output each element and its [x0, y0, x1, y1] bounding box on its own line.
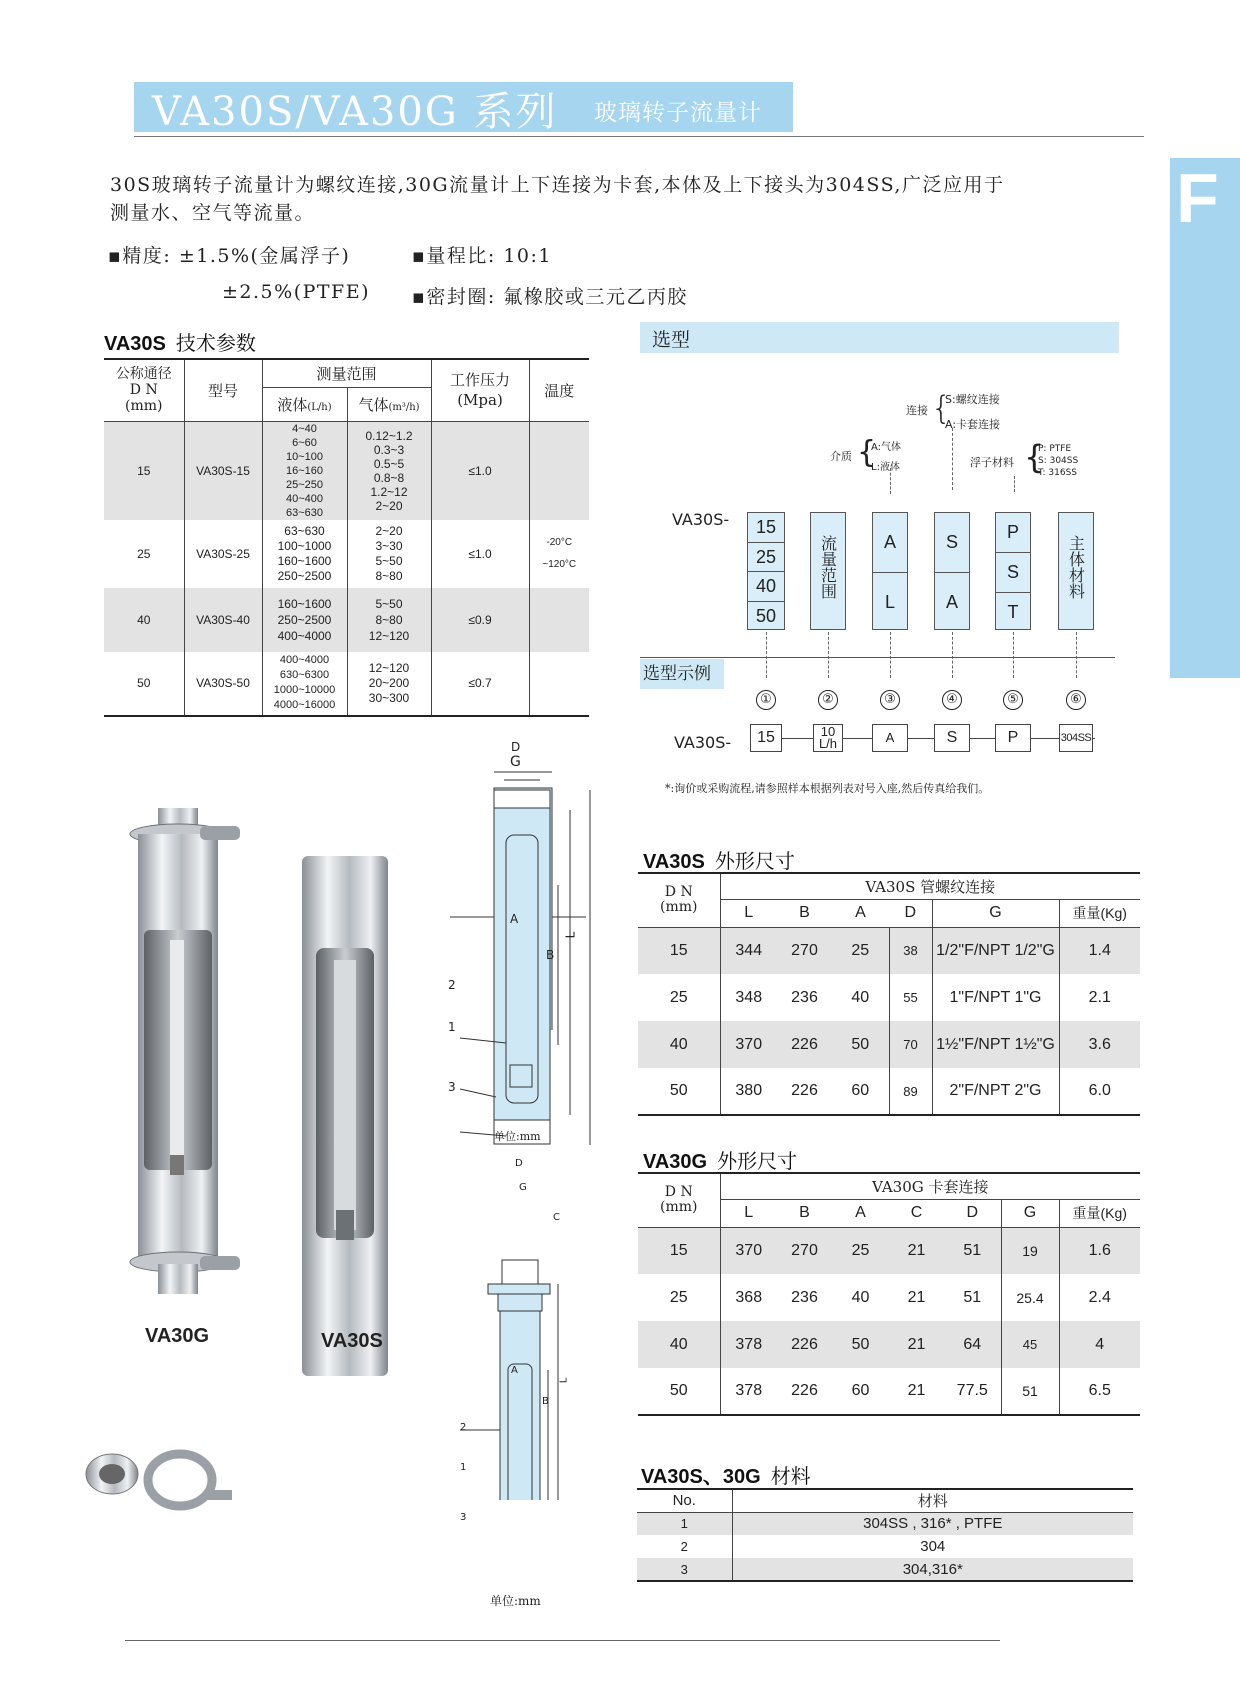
th-pressure: 工作压力 (Mpa): [431, 359, 529, 421]
intro-line-1: 30S玻璃转子流量计为螺纹连接,30G流量计上下连接为卡套,本体及上下接头为304SS,广泛应用于: [110, 174, 1005, 196]
example-prefix: VA30S-: [674, 733, 732, 752]
example-float: P: [995, 724, 1031, 752]
dash-float: [1014, 476, 1015, 492]
dim1-th: B: [799, 904, 810, 921]
circle-3: ③: [880, 690, 900, 710]
material-th-no: No.: [637, 1489, 732, 1512]
dash-6: [1076, 632, 1077, 678]
tech-temp-empty: [529, 421, 589, 520]
dn-cell: 50: [748, 601, 784, 631]
tech-gas: 5~50 8~80 12~120: [347, 588, 431, 652]
example-label: 选型示例: [640, 659, 724, 689]
table-row: 25 348 236 40 55 1"F/NPT 1"G 2.1: [638, 974, 1140, 1021]
dim-c: C: [553, 1212, 560, 1223]
circle-2: ②: [818, 690, 838, 710]
dn-cell: 25: [748, 542, 784, 571]
table-row: 2 304: [637, 1535, 1133, 1558]
conn-cell: A: [935, 572, 969, 631]
tech-dn: 15: [104, 421, 184, 520]
float-label: 浮子材料: [970, 456, 1014, 469]
va30g-photo: [130, 808, 240, 1294]
example-medium: A: [872, 724, 908, 752]
dim-g: G: [510, 754, 521, 770]
tech-temp-empty: [529, 652, 589, 716]
product-label-va30s: VA30S: [321, 1330, 383, 1352]
dash-2: [828, 632, 829, 678]
dim2-th: 重量(Kg): [1072, 1205, 1127, 1221]
circle-4: ④: [942, 690, 962, 710]
tech-row: [104, 421, 589, 520]
medium-brace: {: [857, 435, 877, 470]
table-row: 1 304SS , 316* , PTFE: [637, 1512, 1133, 1535]
body-selector: [1058, 512, 1094, 630]
dim2-th: D: [944, 1199, 1001, 1227]
table-row: 50 380 226 60 89 2"F/NPT 2"G 6.0: [638, 1068, 1140, 1115]
conn-opt-a: A:卡套连接: [945, 418, 1001, 431]
selection-note: *:询价或采购流程,请参照样本根据列表对号入座,然后传真给我们。: [665, 782, 990, 795]
dash-1: [766, 632, 767, 678]
va30s-photo: [302, 856, 388, 1376]
th-model: 型号: [184, 359, 262, 421]
table-row: 3 304,316*: [637, 1558, 1133, 1581]
tech-dn: 25: [104, 520, 184, 588]
part-2: 2: [448, 978, 456, 992]
medium-cell: L: [873, 572, 907, 631]
spec-accuracy-ptfe: ±2.5%(PTFE): [222, 281, 371, 303]
tech-row: [104, 520, 589, 588]
dim2-th-group: VA30G 卡套连接: [720, 1173, 1140, 1199]
dim1-th: D: [889, 899, 932, 927]
tech-dn: 40: [104, 588, 184, 652]
tech-row: [104, 588, 589, 652]
medium-opt-a: A:气体: [871, 442, 902, 453]
table-row: 40 378 226 50 21 64 45 4: [638, 1321, 1140, 1368]
dim-g-2: G: [519, 1182, 527, 1193]
tech-liquid: 160~1600 250~2500 400~4000: [262, 588, 347, 652]
float-cell: S: [996, 552, 1030, 592]
section-tab-letter: F: [1176, 159, 1219, 237]
material-title: VA30S、30G 材料: [641, 1464, 811, 1488]
dim2-th: C: [910, 1204, 923, 1221]
tech-parameters-table: [104, 358, 589, 717]
dim-a: A: [510, 912, 519, 926]
tech-liquid: 400~4000 630~6300 1000~10000 4000~16000: [262, 652, 347, 716]
dim2-title: VA30G 外形尺寸: [643, 1149, 798, 1173]
float-opts: P: PTFE S: 304SS T: 316SS: [1038, 444, 1079, 478]
tech-pressure: ≤0.9: [431, 588, 529, 652]
tech-gas: 12~120 20~200 30~300: [347, 652, 431, 716]
tech-temp: -20°C ~120°C: [542, 536, 577, 570]
selection-band: [640, 322, 1119, 353]
dim-l-2: L: [558, 1377, 570, 1384]
th-dn: 公称通径 D N (mm): [104, 359, 184, 421]
dim2-table: [638, 1172, 1140, 1416]
dim-d-2: D: [515, 1158, 523, 1169]
circle-6: ⑥: [1066, 690, 1086, 710]
product-label-va30g: VA30G: [145, 1325, 210, 1347]
table-row: 50 378 226 60 21 77.5 51 6.5: [638, 1368, 1140, 1415]
medium-cell: A: [883, 532, 896, 552]
tech-model: VA30S-50: [184, 652, 262, 716]
dash-4: [952, 632, 953, 678]
selection-title: 选型: [652, 329, 691, 351]
th-temp: 温度: [544, 381, 575, 400]
tech-liquid: 63~630 100~1000 160~1600 250~2500: [262, 520, 347, 588]
part-1b: 1: [460, 1462, 467, 1473]
table-row: 15 344 270 25 38 1/2"F/NPT 1/2"G 1.4: [638, 927, 1140, 974]
float-cell: T: [996, 592, 1030, 631]
tech-model: VA30S-40: [184, 588, 262, 652]
tech-model: VA30S-15: [184, 421, 262, 520]
dim2-th: L: [744, 1204, 754, 1221]
dim2-th-dn: D N (mm): [638, 1173, 720, 1227]
tech-pressure: ≤0.7: [431, 652, 529, 716]
selection-divider: [640, 657, 1115, 658]
dim2-th: G: [1001, 1199, 1059, 1227]
spec-accuracy: ▪精度: ±1.5%(金属浮子): [108, 245, 351, 267]
part-2b: 2: [460, 1422, 467, 1433]
dim-b: B: [546, 948, 555, 962]
circle-5: ⑤: [1003, 690, 1023, 710]
product-photos: [80, 790, 420, 1550]
float-brace: {: [1024, 438, 1045, 476]
tech-pressure: ≤1.0: [431, 421, 529, 520]
dn-cell: 15: [755, 517, 777, 537]
dim-d: D: [511, 740, 521, 754]
range-label: 流量范围: [818, 535, 838, 599]
dim1-th: G: [932, 899, 1059, 927]
unit-label-2: 单位:mm: [490, 1594, 541, 1608]
dim1-th: L: [744, 904, 754, 921]
tech-liquid: 4~40 6~60 10~100 16~160 25~250 40~400 63~630: [262, 421, 347, 520]
th-liquid: 液体(L/h): [262, 388, 347, 421]
medium-opt-l: L:液体: [871, 462, 900, 473]
tech-gas: 0.12~1.2 0.3~3 0.5~5 0.8~8 1.2~12 2~20: [347, 421, 431, 520]
material-table: [637, 1488, 1133, 1582]
table-row: 15 370 270 25 21 51 19 1.6: [638, 1227, 1140, 1274]
tech-gas: 2~20 3~30 5~50 8~80: [347, 520, 431, 588]
dim1-title: VA30S 外形尺寸: [643, 849, 795, 873]
spec-seal: ▪密封圈: 氟橡胶或三元乙丙胶: [412, 286, 688, 308]
dim1-th: 重量(Kg): [1072, 905, 1127, 921]
dim2-th: A: [855, 1204, 866, 1221]
page-title: VA30S/VA30G 系列: [152, 89, 558, 135]
dash-conn: [952, 428, 953, 490]
part-3b: 3: [460, 1512, 467, 1523]
range-selector: [810, 512, 846, 630]
float-selector: [995, 512, 1031, 630]
dash-3: [890, 632, 891, 678]
dim-b-2: B: [542, 1396, 549, 1407]
example-conn: S: [934, 724, 970, 752]
float-cell: P: [1006, 522, 1019, 542]
dim2-th: B: [799, 1204, 810, 1221]
table-row: 25 368 236 40 21 51 25.4 2.4: [638, 1274, 1140, 1321]
conn-selector: [934, 512, 970, 630]
dim1-th-group: VA30S 管螺纹连接: [720, 873, 1140, 899]
medium-selector: [872, 512, 908, 630]
conn-opt-s: S:螺纹连接: [945, 393, 1000, 406]
tech-pressure: ≤1.0: [431, 520, 529, 588]
dim1-th-dn: D N (mm): [638, 873, 720, 927]
tech-dn: 50: [104, 652, 184, 716]
medium-label: 介质: [830, 450, 852, 463]
table-row: 40 370 226 50 70 1½"F/NPT 1½"G 3.6: [638, 1021, 1140, 1068]
dim1-table: [638, 872, 1140, 1116]
tech-row: [104, 652, 589, 716]
example-dn: 15: [750, 724, 782, 752]
tech-section-title: VA30S 技术参数: [104, 331, 256, 355]
spec-turndown: ▪量程比: 10:1: [412, 245, 552, 267]
page-subtitle: 玻璃转子流量计: [594, 100, 762, 126]
conn-brace: {: [931, 389, 952, 427]
dim-a-2: A: [511, 1365, 518, 1376]
example-range: 10 L/h: [813, 724, 843, 752]
dash-5: [1013, 632, 1014, 678]
clamp-parts-photo: [86, 1454, 232, 1506]
part-3: 3: [448, 1080, 456, 1094]
dn-cell: 40: [748, 571, 784, 601]
part-1: 1: [448, 1020, 456, 1034]
selection-prefix: VA30S-: [672, 510, 730, 529]
circle-1: ①: [756, 690, 776, 710]
dim1-th: A: [855, 904, 866, 921]
conn-cell: S: [945, 532, 958, 552]
body-label: 主体材料: [1066, 535, 1086, 599]
material-th-material: 材料: [917, 1492, 948, 1511]
th-gas: 气体(m³/h): [347, 388, 431, 421]
tech-temp-empty: [529, 588, 589, 652]
tech-model: VA30S-25: [184, 520, 262, 588]
example-body: 304SS: [1059, 724, 1093, 752]
conn-label: 连接: [906, 404, 928, 417]
header-rule: [134, 136, 1144, 137]
dash-medium: [890, 468, 891, 494]
drawings: [440, 740, 610, 1500]
th-range: 测量范围: [262, 359, 431, 388]
dn-selector: [747, 512, 785, 630]
unit-label-1: 单位:mm: [494, 1130, 541, 1143]
example-connector: [750, 738, 1095, 739]
footer-rule: [125, 1640, 1000, 1641]
dim-l: L: [563, 931, 578, 939]
intro-line-2: 测量水、空气等流量。: [110, 202, 316, 224]
